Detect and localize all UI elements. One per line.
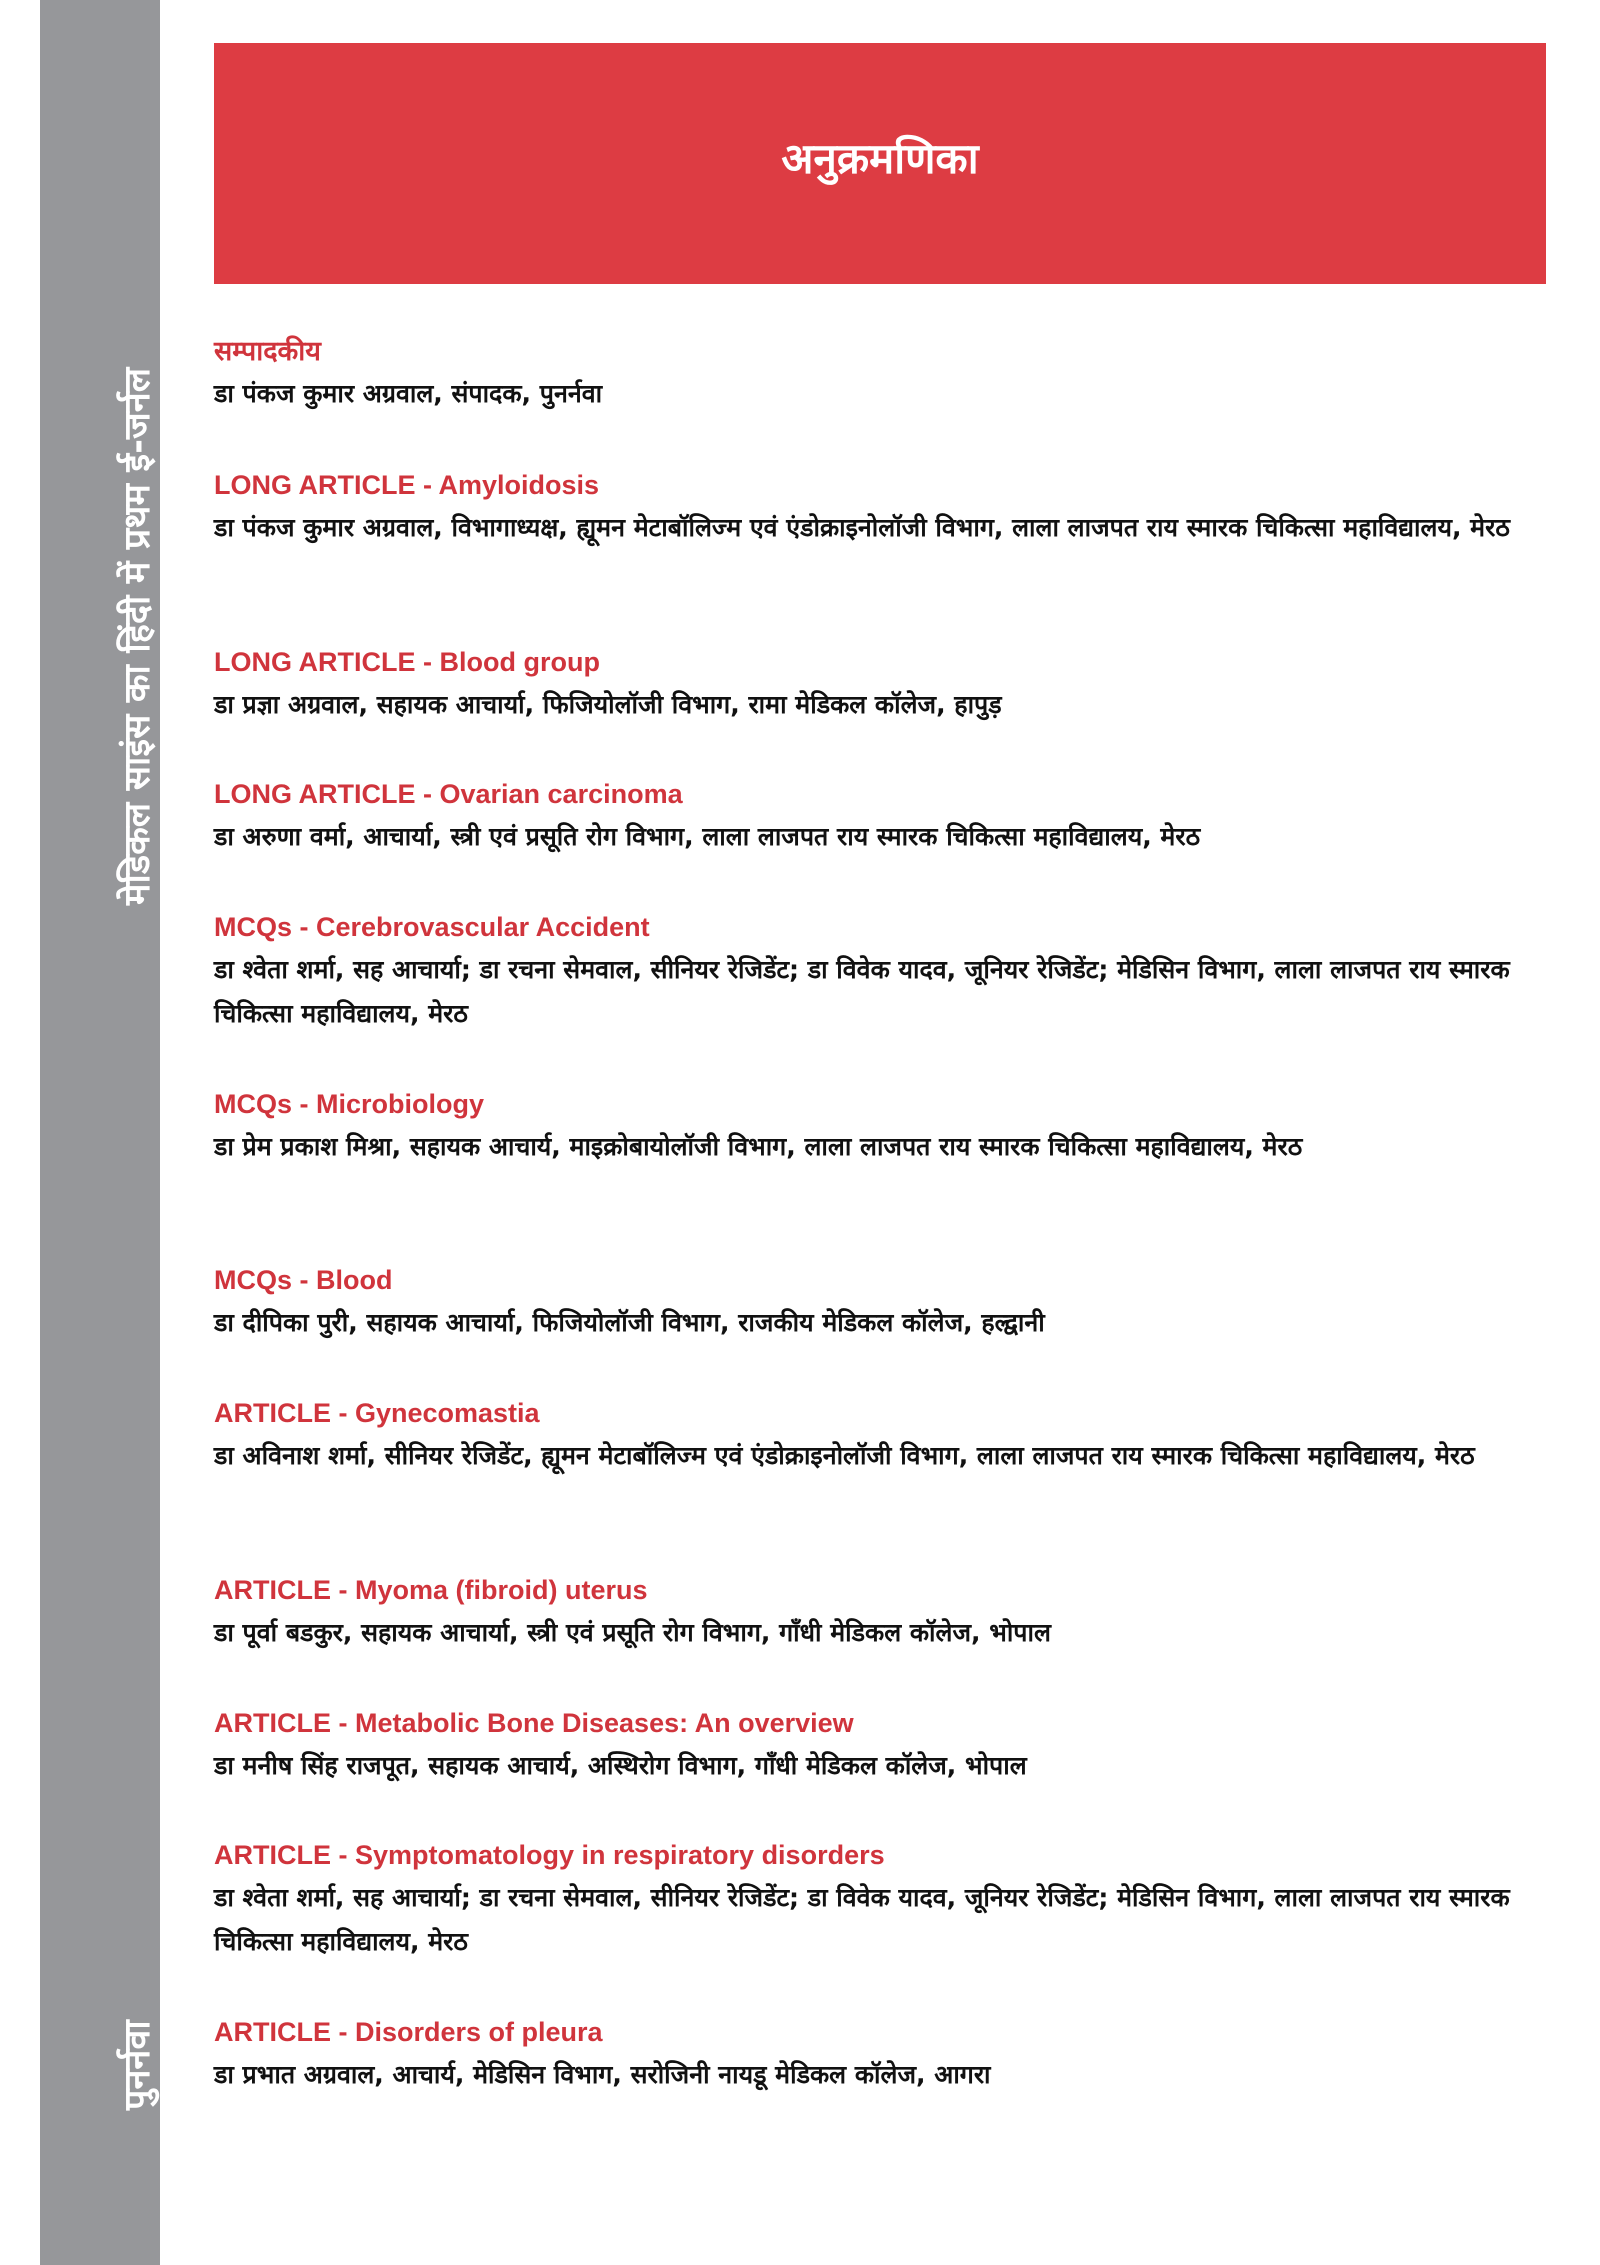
toc-entry-authors: डा प्रेम प्रकाश मिश्रा, सहायक आचार्य, माइक्रोबायोलॉजी विभाग, लाला लाजपत राय स्मारक चिकित्सा महाविद्यालय, मेरठ [214, 1132, 1303, 1161]
toc-entry-authors: डा पूर्वा बडकुर, सहायक आचार्या, स्त्री एवं प्रसूति रोग विभाग, गाँधी मेडिकल कॉलेज, भोपाल [214, 1618, 1051, 1647]
toc-entry-myoma-uterus[interactable] [214, 1573, 1554, 1655]
page-title: अनुक्रमणिका [781, 134, 979, 183]
toc-entry-title[interactable]: LONG ARTICLE - Blood group [214, 647, 600, 677]
toc-entry-authors: डा पंकज कुमार अग्रवाल, विभागाध्यक्ष, ह्यूमन मेटाबॉलिज्म एवं एंडोक्राइनोलॉजी विभाग, लाला लाजपत राय स्मारक चिकित्सा महाविद्यालय, मेरठ [214, 513, 1510, 542]
toc-entry-metabolic-bone-diseases[interactable] [214, 1706, 1554, 1788]
toc-entry-gynecomastia[interactable] [214, 1396, 1554, 1478]
toc-entry-pleura-disorders[interactable] [214, 2015, 1554, 2097]
toc-entry-title[interactable]: ARTICLE - Gynecomastia [214, 1398, 540, 1428]
toc-entry-title[interactable]: MCQs - Blood [214, 1265, 393, 1295]
toc-entry-cerebrovascular-accident[interactable] [214, 910, 1554, 1036]
toc-entry-title[interactable]: ARTICLE - Metabolic Bone Diseases: An overview [214, 1708, 854, 1738]
toc-entry-title[interactable]: ARTICLE - Myoma (fibroid) uterus [214, 1575, 648, 1605]
toc-entry-microbiology[interactable] [214, 1087, 1554, 1169]
toc-entry-authors: डा मनीष सिंह राजपूत, सहायक आचार्य, अस्थिरोग विभाग, गाँधी मेडिकल कॉलेज, भोपाल [214, 1751, 1027, 1780]
toc-entry-authors: डा प्रभात अग्रवाल, आचार्य, मेडिसिन विभाग, सरोजिनी नायडू मेडिकल कॉलेज, आगरा [214, 2060, 991, 2089]
sidebar-band [40, 0, 160, 2265]
journal-tagline: मेडिकल साइंस का हिंदी में प्रथम ई-जर्नल [117, 367, 158, 905]
toc-entry-blood-mcqs[interactable] [214, 1263, 1554, 1345]
toc-entry-editorial[interactable] [214, 334, 1554, 416]
toc-entry-authors: डा पंकज कुमार अग्रवाल, संपादक, पुनर्नवा [214, 379, 603, 408]
toc-entry-title[interactable]: ARTICLE - Disorders of pleura [214, 2017, 603, 2047]
toc-entry-authors: डा अरुणा वर्मा, आचार्या, स्त्री एवं प्रसूति रोग विभाग, लाला लाजपत राय स्मारक चिकित्सा महाविद्यालय, मेरठ [214, 822, 1201, 851]
toc-entry-authors: डा श्वेता शर्मा, सह आचार्या; डा रचना सेमवाल, सीनियर रेजिडेंट; डा विवेक यादव, जूनियर रेजिडेंट; मेडिसिन विभाग, लाला लाजपत राय स्मारक चिकित्सा महाविद्यालय, मेरठ [214, 1883, 1510, 1956]
toc-entry-title[interactable]: LONG ARTICLE - Amyloidosis [214, 470, 600, 500]
toc-entry-respiratory-symptomatology[interactable] [214, 1838, 1554, 1964]
toc-entry-blood-group[interactable] [214, 645, 1554, 727]
toc-entry-authors: डा श्वेता शर्मा, सह आचार्या; डा रचना सेमवाल, सीनियर रेजिडेंट; डा विवेक यादव, जूनियर रेजिडेंट; मेडिसिन विभाग, लाला लाजपत राय स्मारक चिकित्सा महाविद्यालय, मेरठ [214, 955, 1510, 1028]
toc-entry-amyloidosis[interactable] [214, 468, 1554, 550]
journal-name: पुनर्नवा [117, 2020, 158, 2110]
toc-entry-authors: डा अविनाश शर्मा, सीनियर रेजिडेंट, ह्यूमन मेटाबॉलिज्म एवं एंडोक्राइनोलॉजी विभाग, लाला लाजपत राय स्मारक चिकित्सा महाविद्यालय, मेरठ [214, 1441, 1475, 1470]
toc-entry-ovarian-carcinoma[interactable] [214, 777, 1554, 859]
toc-entry-title[interactable]: LONG ARTICLE - Ovarian carcinoma [214, 779, 683, 809]
header-banner [214, 43, 1546, 284]
toc-entry-title[interactable]: सम्पादकीय [214, 336, 321, 366]
toc-entry-title[interactable]: MCQs - Microbiology [214, 1089, 484, 1119]
toc-entry-authors: डा दीपिका पुरी, सहायक आचार्या, फिजियोलॉजी विभाग, राजकीय मेडिकल कॉलेज, हल्द्वानी [214, 1308, 1045, 1337]
toc-entry-title[interactable]: ARTICLE - Symptomatology in respiratory disorders [214, 1840, 885, 1870]
toc-entry-title[interactable]: MCQs - Cerebrovascular Accident [214, 912, 650, 942]
toc-entry-authors: डा प्रज्ञा अग्रवाल, सहायक आचार्या, फिजियोलॉजी विभाग, रामा मेडिकल कॉलेज, हापुड़ [214, 690, 1002, 719]
